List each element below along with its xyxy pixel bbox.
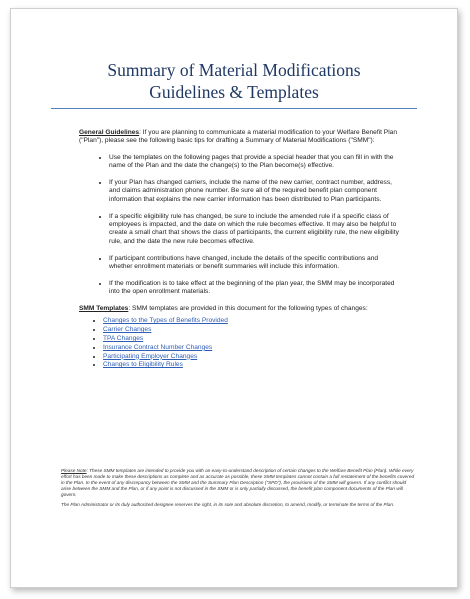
title-line-2: Guidelines & Templates bbox=[149, 82, 319, 102]
tip-item: • If a specific eligibility rule has changed, be sure to include the amended rule if a specific class of employees is impacted, and the date on which the rule becomes effective. It may also be helpful to create a small chart that shows the class of participants, the current eligibility rule, the new eligibility rule, and the date the new rule becomes effective. bbox=[109, 213, 401, 247]
tip-item: • If participant contributions have changed, include the details of the specific contributions and whether enrollment materials or benefit summaries will include this information. bbox=[109, 255, 401, 272]
disclaimer-text: : These SMM templates are intended to provide you with an easy-to-understand description of certain changes to the Welfare Benefit Plan (Plan). While every effort has been made to make these descriptions as complete and as accurate as possible, these SMM templates cannot contain a full restatement of the benefits covered in the Plan. In the event of any discrepancy between the SMM and the Summary Plan Description ("SPD"), the provisions of the SMM will govern. If any conflict should arise between the SMM and the Plan, or if any point is not discussed in the SMM or is only partially discussed, the benefit plan component documents of the Plan will govern. bbox=[61, 468, 415, 497]
template-link-item bbox=[103, 335, 401, 344]
template-link-item bbox=[103, 361, 401, 370]
smm-templates-paragraph bbox=[79, 305, 401, 313]
reservation-paragraph: The Plan Administrator or its duly authorized designee reserves the right, in its sole and absolute discretion, to amend, modify, or terminate the terms of the Plan. bbox=[61, 501, 395, 507]
disclaimer-notes bbox=[61, 468, 415, 511]
template-link-participating-employer[interactable]: Participating Employer Changes bbox=[103, 352, 198, 360]
template-link-item bbox=[103, 317, 401, 326]
general-guidelines-text: : If you are planning to communicate a material modification to your Welfare Benefit Plan ("Plan"), please see the following basic tips for drafting a Summary of Material Modifications ("SMM"): bbox=[79, 129, 398, 145]
template-link-item bbox=[103, 344, 401, 353]
general-guidelines-paragraph bbox=[79, 129, 401, 146]
document-body bbox=[79, 129, 401, 370]
document-page bbox=[10, 8, 458, 588]
page-title bbox=[11, 59, 457, 103]
title-line-1: Summary of Material Modifications bbox=[107, 60, 361, 80]
smm-templates-text: : SMM templates are provided in this document for the following types of changes: bbox=[128, 305, 368, 313]
template-link-item bbox=[103, 353, 401, 362]
disclaimer-paragraph bbox=[61, 468, 415, 498]
template-link-carrier-changes[interactable]: Carrier Changes bbox=[103, 326, 152, 334]
please-note-label: Please Note bbox=[61, 468, 87, 473]
tip-item: • If the modification is to take effect at the beginning of the plan year, the SMM may be incorporated into the open enrollment materials. bbox=[109, 280, 401, 297]
template-link-insurance-contract[interactable]: Insurance Contract Number Changes bbox=[103, 343, 213, 351]
template-links-list bbox=[79, 317, 401, 370]
smm-templates-label: SMM Templates bbox=[79, 305, 129, 313]
tip-item: • If your Plan has changed carriers, include the name of the new carrier, contract number, address, and claims administration phone number. Be sure all of the required benefit plan component information that explains the new carrier information has been distributed to Plan participants. bbox=[109, 179, 401, 204]
tip-item: • Use the templates on the following pages that provide a special header that you can fill in with the name of the Plan and the date the change(s) to the Plan become(s) effective. bbox=[109, 154, 401, 171]
template-link-item bbox=[103, 326, 401, 335]
title-divider bbox=[51, 108, 417, 109]
template-link-eligibility-rules[interactable]: Changes to Eligibility Rules bbox=[103, 361, 183, 369]
template-link-tpa-changes[interactable]: TPA Changes bbox=[103, 335, 144, 343]
general-guidelines-label: General Guidelines bbox=[79, 129, 140, 136]
tips-list bbox=[79, 154, 401, 297]
template-link-benefits-types[interactable]: Changes to the Types of Benefits Provided bbox=[103, 317, 228, 325]
